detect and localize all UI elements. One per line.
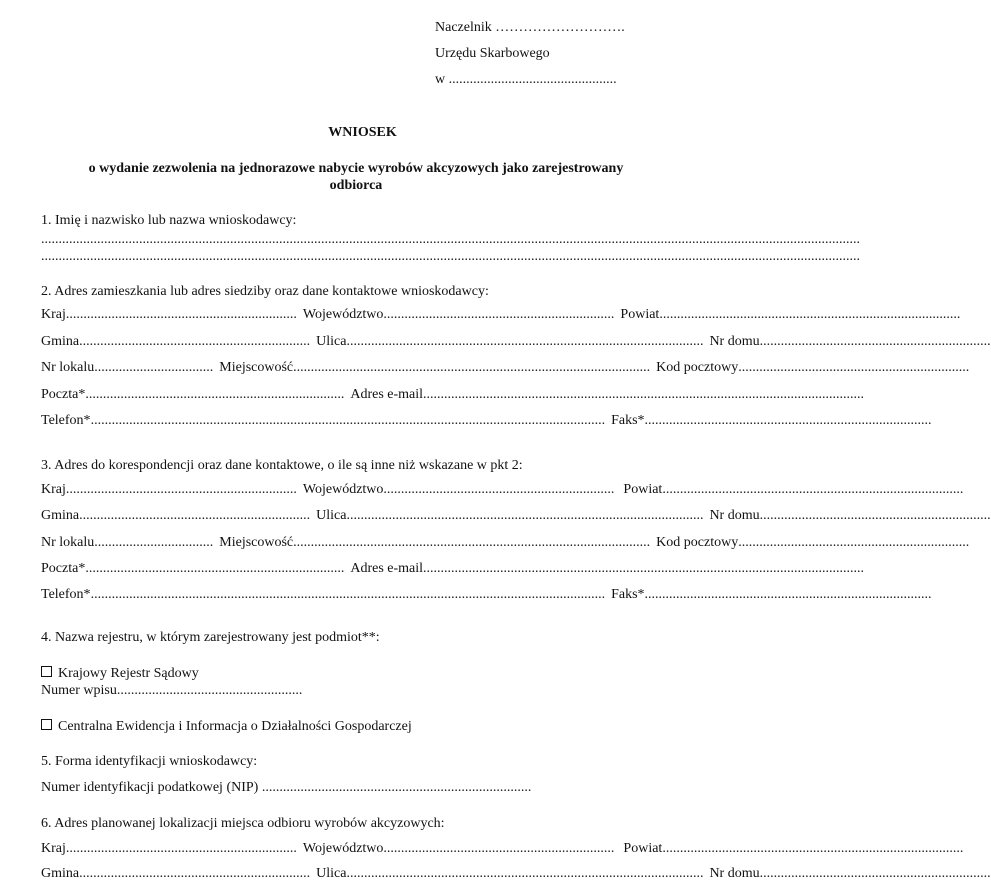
s2-kod-pocztowy-field[interactable]: .................................................................. [738, 360, 970, 375]
section-1-blank-line-2[interactable]: .......................................................................................................................................................................................................................................... [41, 249, 860, 264]
s2-email-label: Adres e-mail [350, 387, 424, 402]
ceidg-option-label: Centralna Ewidencja i Informacja o Działalności Gospodarczej [58, 719, 412, 734]
s3-powiat-field[interactable]: ...................................................................................... [662, 482, 964, 497]
s3-gmina-label: Gmina [41, 508, 80, 523]
s3-miejscowosc-label: Miejscowość [219, 535, 294, 550]
numer-wpisu-label: Numer wpisu [41, 683, 117, 698]
s2-powiat-label: Powiat [620, 307, 660, 322]
s6-gmina-label: Gmina [41, 866, 80, 881]
s3-nr-domu-field[interactable]: .................................................................. [759, 508, 991, 523]
s2-gmina-label: Gmina [41, 334, 80, 349]
s2-telefon-label: Telefon* [41, 413, 91, 428]
s3-wojewodztwo-label: Województwo [302, 482, 384, 497]
s3-nr-lokalu-field[interactable]: .................................. [94, 535, 214, 550]
s6-powiat-field[interactable]: ...................................................................................... [662, 841, 964, 856]
s3-row-telefon [41, 587, 932, 606]
section-1-heading: 1. Imię i nazwisko lub nazwa wnioskodawcy: [41, 213, 297, 228]
s6-ulica-field[interactable]: ...................................................................................................... [346, 866, 704, 881]
s2-ulica-label: Ulica [316, 334, 347, 349]
addressee-line-2: Urzędu Skarbowego [435, 46, 550, 61]
s3-email-field[interactable]: .............................................................................................................................. [423, 561, 865, 576]
s3-row-kraj [41, 482, 964, 501]
s2-nr-lokalu-label: Nr lokalu [41, 360, 95, 375]
s2-ulica-field[interactable]: ...................................................................................................... [346, 334, 704, 349]
s2-row-telefon [41, 413, 932, 432]
s3-nr-lokalu-label: Nr lokalu [41, 535, 95, 550]
nip-label: Numer identyfikacji podatkowej (NIP) [41, 780, 259, 795]
s2-telefon-field[interactable]: ................................................................................................................................................... [90, 413, 606, 428]
s6-wojewodztwo-label: Województwo [302, 841, 384, 856]
s3-kod-pocztowy-field[interactable]: .................................................................. [738, 535, 970, 550]
s2-poczta-label: Poczta* [41, 387, 86, 402]
s2-faks-field[interactable]: .................................................................................. [644, 413, 932, 428]
s2-kraj-label: Kraj [41, 307, 66, 322]
krs-checkbox[interactable] [41, 666, 52, 677]
s6-powiat-label: Powiat [623, 841, 663, 856]
s2-row-nr-lokalu [41, 360, 970, 379]
s2-faks-label: Faks* [611, 413, 645, 428]
s3-faks-label: Faks* [611, 587, 645, 602]
s2-kraj-field[interactable]: .................................................................. [65, 307, 297, 322]
s3-kraj-label: Kraj [41, 482, 66, 497]
s3-wojewodztwo-field[interactable]: .................................................................. [383, 482, 615, 497]
s3-nr-domu-label: Nr domu [709, 508, 760, 523]
s2-wojewodztwo-field[interactable]: .................................................................. [383, 307, 615, 322]
krs-option[interactable] [41, 666, 199, 681]
s2-nr-domu-label: Nr domu [709, 334, 760, 349]
s2-row-kraj [41, 307, 961, 326]
s2-miejscowosc-label: Miejscowość [219, 360, 294, 375]
addressee-line-1: Naczelnik ………………………. [435, 20, 625, 35]
addressee-line-3: w ................................................ [435, 72, 617, 87]
s3-ulica-field[interactable]: ...................................................................................................... [346, 508, 704, 523]
s3-kod-pocztowy-label: Kod pocztowy [656, 535, 739, 550]
s3-poczta-label: Poczta* [41, 561, 86, 576]
s2-powiat-field[interactable]: ...................................................................................... [659, 307, 961, 322]
section-6-heading: 6. Adres planowanej lokalizacji miejsca odbioru wyrobów akcyzowych: [41, 816, 445, 831]
s2-nr-lokalu-field[interactable]: .................................. [94, 360, 214, 375]
s6-row-kraj [41, 841, 964, 860]
s3-ulica-label: Ulica [316, 508, 347, 523]
numer-wpisu-field[interactable]: ..................................................... [116, 683, 303, 698]
nip-field[interactable]: ............................................................................. [258, 780, 532, 795]
s6-nr-domu-label: Nr domu [709, 866, 760, 881]
s6-kraj-field[interactable]: .................................................................. [65, 841, 297, 856]
document-title: WNIOSEK [328, 125, 397, 140]
ceidg-option[interactable] [41, 719, 412, 734]
s2-poczta-field[interactable]: .......................................................................... [85, 387, 345, 402]
s3-row-poczta [41, 561, 865, 580]
s2-kod-pocztowy-label: Kod pocztowy [656, 360, 739, 375]
section-1-blank-line-1[interactable]: .......................................................................................................................................................................................................................................... [41, 232, 860, 247]
s3-kraj-field[interactable]: .................................................................. [65, 482, 297, 497]
s2-nr-domu-field[interactable]: .................................................................. [759, 334, 991, 349]
s3-poczta-field[interactable]: .......................................................................... [85, 561, 345, 576]
s3-email-label: Adres e-mail [350, 561, 424, 576]
s6-wojewodztwo-field[interactable]: .................................................................. [383, 841, 615, 856]
s2-row-poczta [41, 387, 865, 406]
ceidg-checkbox[interactable] [41, 719, 52, 730]
s3-telefon-label: Telefon* [41, 587, 91, 602]
s3-miejscowosc-field[interactable]: ...................................................................................................... [293, 535, 651, 550]
s2-email-field[interactable]: .............................................................................................................................. [423, 387, 865, 402]
s6-ulica-label: Ulica [316, 866, 347, 881]
s6-row-gmina [41, 866, 991, 885]
s2-row-gmina [41, 334, 991, 353]
s6-kraj-label: Kraj [41, 841, 66, 856]
s6-gmina-field[interactable]: .................................................................. [79, 866, 311, 881]
s3-powiat-label: Powiat [623, 482, 663, 497]
s3-row-gmina [41, 508, 991, 527]
s2-gmina-field[interactable]: .................................................................. [79, 334, 311, 349]
document-subtitle-1: o wydanie zezwolenia na jednorazowe nabycie wyrobów akcyzowych jako zarejestrowany [88, 161, 624, 176]
s2-miejscowosc-field[interactable]: ...................................................................................................... [293, 360, 651, 375]
section-5-heading: 5. Forma identyfikacji wnioskodawcy: [41, 754, 258, 769]
s3-gmina-field[interactable]: .................................................................. [79, 508, 311, 523]
document-subtitle-2: odbiorca [329, 178, 383, 193]
s3-faks-field[interactable]: .................................................................................. [644, 587, 932, 602]
krs-option-label: Krajowy Rejestr Sądowy [58, 666, 199, 681]
s2-wojewodztwo-label: Województwo [302, 307, 384, 322]
s3-telefon-field[interactable]: ................................................................................................................................................... [90, 587, 606, 602]
section-4-heading: 4. Nazwa rejestru, w którym zarejestrowany jest podmiot**: [41, 630, 380, 645]
nip-row [41, 781, 531, 795]
numer-wpisu-row [41, 684, 302, 698]
s3-row-nr-lokalu [41, 535, 970, 554]
s6-nr-domu-field[interactable]: .................................................................. [759, 866, 991, 881]
section-3-heading: 3. Adres do korespondencji oraz dane kontaktowe, o ile są inne niż wskazane w pkt 2: [41, 458, 523, 473]
section-2-heading: 2. Adres zamieszkania lub adres siedziby oraz dane kontaktowe wnioskodawcy: [41, 284, 489, 299]
